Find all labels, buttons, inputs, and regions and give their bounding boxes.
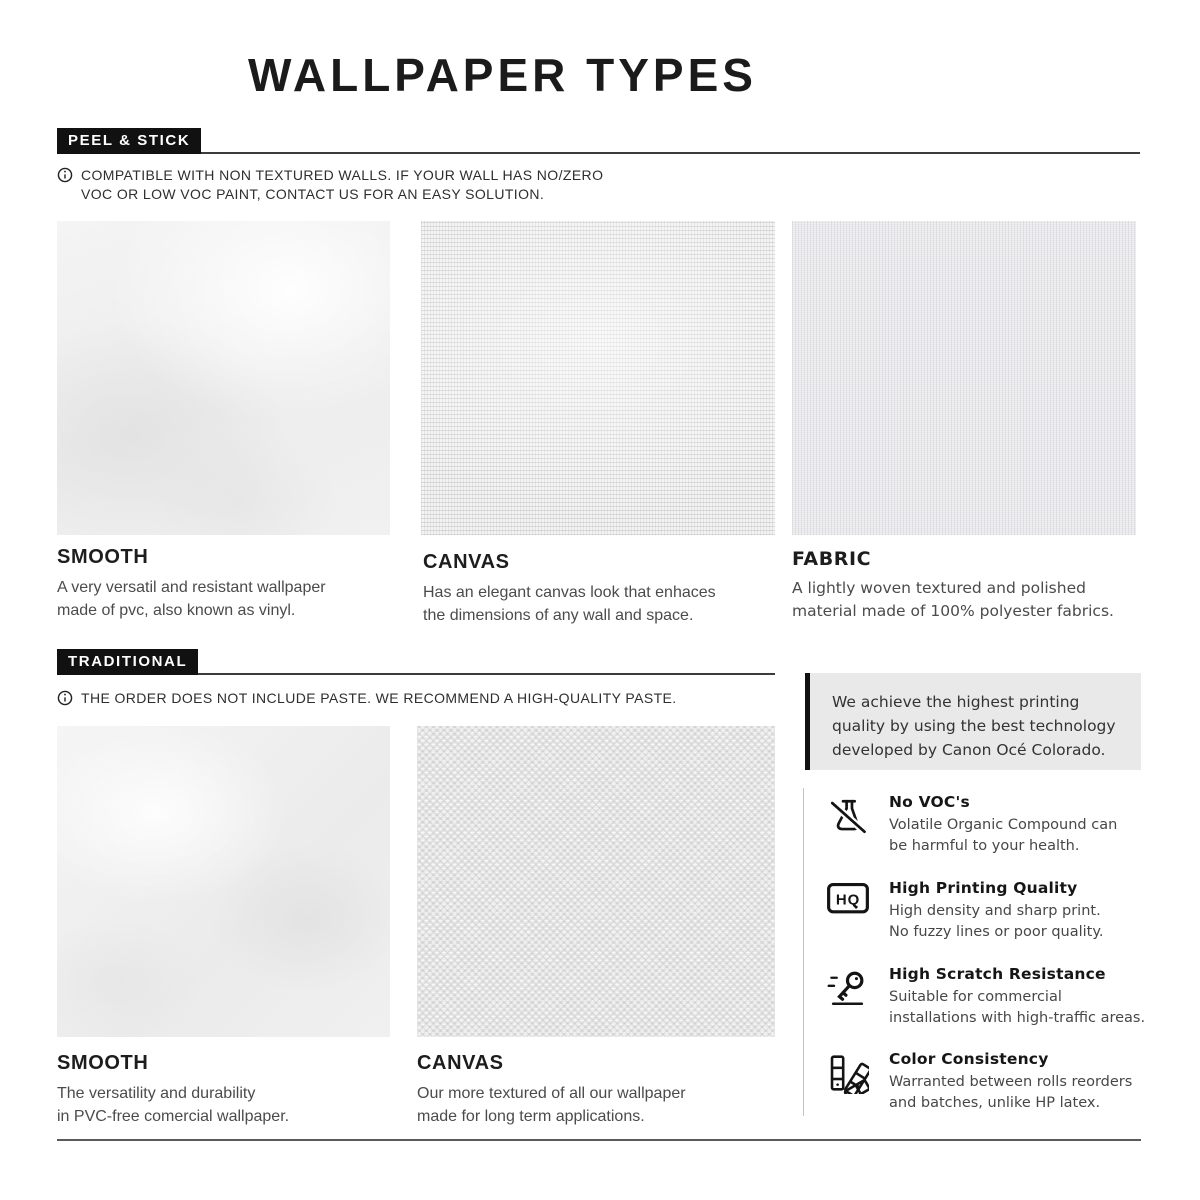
- swatch-title: CANVAS: [417, 1052, 504, 1074]
- feature-title: Color Consistency: [889, 1050, 1049, 1068]
- section-label-text: PEEL & STICK: [68, 132, 191, 149]
- feature-no-vocs: [826, 793, 1156, 857]
- swatch-peel-stick-canvas: [421, 221, 775, 535]
- peel-stick-note: [57, 166, 697, 204]
- feature-text: [889, 1050, 1132, 1114]
- no-voc-flask-icon: [826, 795, 872, 857]
- feature-text: [889, 879, 1103, 943]
- quote-box: [810, 673, 1141, 770]
- caption-traditional-smooth: [57, 1052, 402, 1128]
- feature-text: [889, 793, 1117, 857]
- swatch-traditional-canvas: [417, 726, 775, 1037]
- swatch-title: SMOOTH: [57, 1052, 149, 1074]
- traditional-note: [57, 689, 757, 708]
- svg-text:HQ: HQ: [835, 891, 861, 909]
- feature-title: No VOC's: [889, 793, 970, 811]
- info-icon: [57, 690, 73, 706]
- swatch-traditional-smooth: [57, 726, 390, 1037]
- color-swatchbook-icon: [826, 1052, 872, 1114]
- swatch-title: FABRIC: [792, 548, 872, 570]
- swatch-peel-stick-fabric: [792, 221, 1136, 535]
- feature-description: Warranted between rolls reorders and batches, unlike HP latex.: [889, 1074, 1133, 1111]
- section-label-peel-stick: [57, 128, 201, 154]
- section-label-traditional: [57, 649, 198, 675]
- caption-peel-stick-canvas: [423, 551, 783, 627]
- swatch-description: The versatility and durability in PVC-free comercial wallpaper.: [57, 1085, 290, 1125]
- info-icon: [57, 167, 73, 183]
- feature-title: High Printing Quality: [889, 879, 1078, 897]
- feature-high-printing-quality: [826, 879, 1156, 943]
- section-rule-peel-stick: [57, 152, 1140, 154]
- feature-description: Volatile Organic Compound can be harmful to your health.: [889, 817, 1118, 854]
- swatch-description: Our more textured of all our wallpaper made for long term applications.: [417, 1085, 686, 1125]
- features-divider-line: [803, 788, 804, 1116]
- page-title: WALLPAPER TYPES: [248, 49, 757, 101]
- caption-peel-stick-smooth: [57, 546, 402, 622]
- key-scratch-icon: [826, 967, 872, 1029]
- swatch-peel-stick-smooth: [57, 221, 390, 535]
- feature-title: High Scratch Resistance: [889, 965, 1106, 983]
- feature-high-scratch-resistance: [826, 965, 1156, 1029]
- note-text: COMPATIBLE WITH NON TEXTURED WALLS. IF YOUR WALL HAS NO/ZERO VOC OR LOW VOC PAINT, CONTACT US FOR AN EASY SOLUTION.: [81, 167, 604, 202]
- swatch-title: SMOOTH: [57, 546, 149, 568]
- hq-badge-icon: [826, 881, 872, 943]
- swatch-description: A lightly woven textured and polished material made of 100% polyester fabrics.: [792, 579, 1114, 620]
- feature-description: High density and sharp print. No fuzzy lines or poor quality.: [889, 903, 1104, 940]
- feature-color-consistency: [826, 1050, 1156, 1114]
- note-text: THE ORDER DOES NOT INCLUDE PASTE. WE RECOMMEND A HIGH-QUALITY PASTE.: [81, 690, 677, 706]
- swatch-description: Has an elegant canvas look that enhaces the dimensions of any wall and space.: [423, 584, 716, 624]
- caption-traditional-canvas: [417, 1052, 787, 1128]
- swatch-title: CANVAS: [423, 551, 510, 573]
- caption-peel-stick-fabric: [792, 548, 1147, 623]
- bottom-rule: [57, 1139, 1141, 1141]
- section-label-text: TRADITIONAL: [68, 653, 188, 670]
- feature-description: Suitable for commercial installations with high-traffic areas.: [889, 989, 1146, 1026]
- swatch-description: A very versatil and resistant wallpaper made of pvc, also known as vinyl.: [57, 579, 326, 619]
- quote-text: We achieve the highest printing quality by using the best technology developed by Canon Océ Colorado.: [832, 693, 1116, 759]
- feature-text: [889, 965, 1145, 1029]
